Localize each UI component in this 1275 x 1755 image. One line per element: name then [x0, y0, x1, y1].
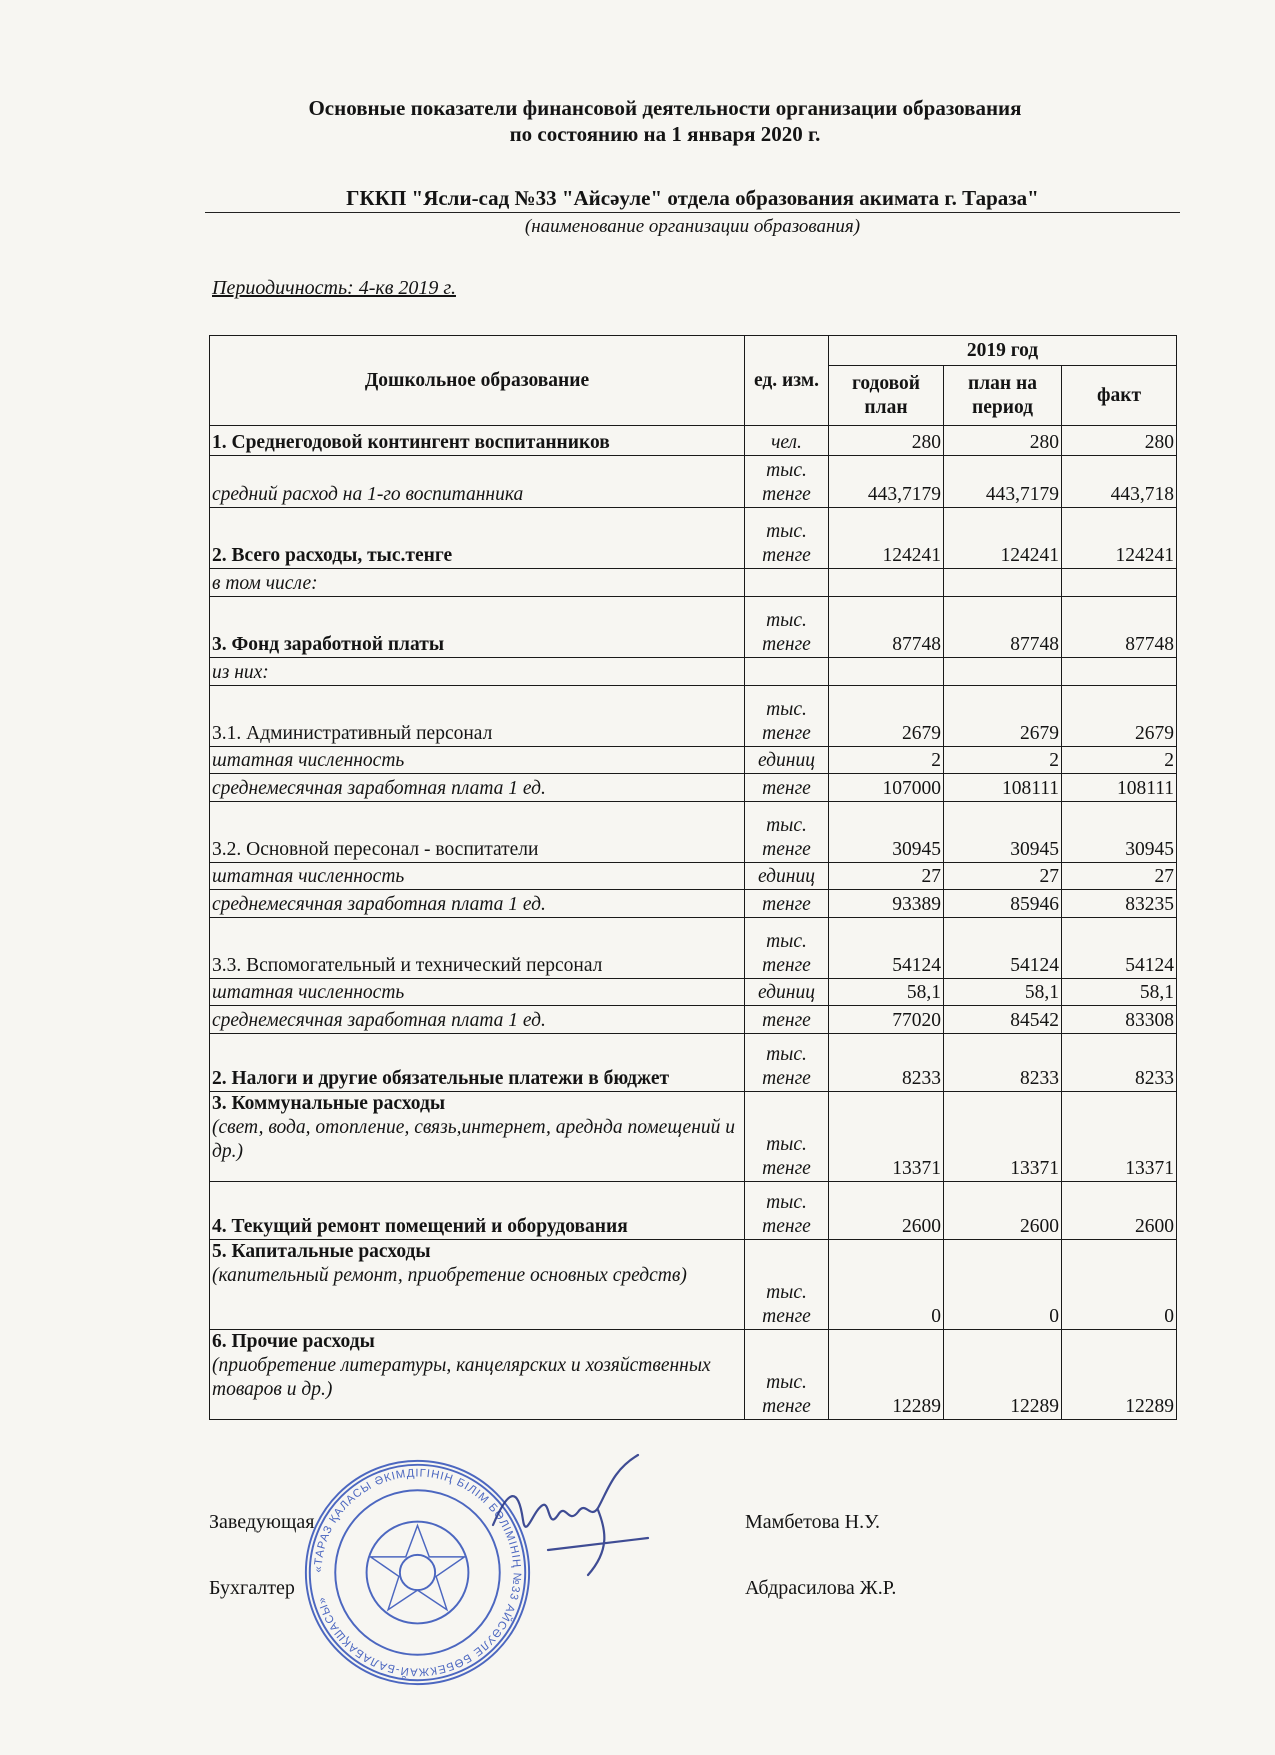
organization-note: (наименование организации образования) — [524, 216, 861, 237]
row-label-cell: средний расход на 1-го воспитанника — [210, 456, 745, 508]
table-row — [210, 508, 1177, 569]
row-value-period: 108111 — [944, 774, 1062, 802]
row-value-period: 2600 — [944, 1182, 1062, 1240]
table-row — [210, 686, 1177, 747]
row-label-cell: среднемесячная заработная плата 1 ед. — [210, 890, 745, 918]
row-sublabel: (свет, вода, отопление, связь,интернет, ареднда помещений и др.) — [212, 1117, 735, 1162]
table-row — [210, 1034, 1177, 1092]
table-row — [210, 1006, 1177, 1034]
row-value-annual: 0 — [829, 1240, 944, 1330]
table-row — [210, 747, 1177, 774]
row-label-cell: штатная численность — [210, 747, 745, 774]
row-value-annual: 107000 — [829, 774, 944, 802]
row-unit: тыс. тенге — [745, 1092, 829, 1182]
row-value-period: 0 — [944, 1240, 1062, 1330]
row-value-fact: 83235 — [1062, 890, 1177, 918]
row-unit: тыс. тенге — [745, 1240, 829, 1330]
row-value-fact: 2 — [1062, 747, 1177, 774]
row-label-cell: в том числе: — [210, 569, 745, 597]
row-unit: единиц — [745, 747, 829, 774]
row-unit: тыс. тенге — [745, 1182, 829, 1240]
row-sublabel: (приобретение литературы, канцелярских и хозяйственных товаров и др.) — [212, 1355, 711, 1400]
row-label: 5. Капитальные расходы — [212, 1241, 431, 1262]
organization-name: ГККП "Ясли-сад №33 "Айсәуле" отдела образования акимата г. Тараза" — [205, 185, 1180, 213]
row-value-fact — [1062, 569, 1177, 597]
stamp-outer-text: «ТАРАЗ ҚАЛАСЫ ӘКІМДІГІНІҢ БІЛІМ БӨЛІМІНІҢ №33 АЙСӘУЛЕ БӨБЕКЖАЙ-БАЛАБАҚШАСЫ» — [312, 1467, 523, 1678]
row-label-cell: 1. Среднегодовой контингент воспитанников — [210, 426, 745, 456]
row-value-fact: 27 — [1062, 863, 1177, 890]
row-unit: тыс. тенге — [745, 456, 829, 508]
row-value-period: 54124 — [944, 918, 1062, 979]
row-value-period — [944, 569, 1062, 597]
table-row — [210, 597, 1177, 658]
row-unit — [745, 569, 829, 597]
row-unit: тенге — [745, 890, 829, 918]
row-value-fact: 2679 — [1062, 686, 1177, 747]
row-unit: тыс. тенге — [745, 1034, 829, 1092]
column-header-annual-plan: годовой план — [829, 366, 944, 426]
row-value-fact — [1062, 658, 1177, 686]
column-header-name: Дошкольное образование — [210, 336, 745, 426]
table-row — [210, 774, 1177, 802]
row-label-cell: 2. Налоги и другие обязательные платежи в бюджет — [210, 1034, 745, 1092]
row-value-annual: 93389 — [829, 890, 944, 918]
row-value-fact: 8233 — [1062, 1034, 1177, 1092]
handwritten-signature-icon — [488, 1450, 658, 1580]
row-value-fact: 87748 — [1062, 597, 1177, 658]
row-value-fact: 54124 — [1062, 918, 1177, 979]
table-row — [210, 1092, 1177, 1182]
row-unit: тыс. тенге — [745, 686, 829, 747]
row-value-period: 12289 — [944, 1330, 1062, 1420]
table-row — [210, 456, 1177, 508]
row-value-annual: 443,7179 — [829, 456, 944, 508]
row-label: 3. Коммунальные расходы — [212, 1093, 446, 1114]
table-row — [210, 1182, 1177, 1240]
row-sublabel: (капительный ремонт, приобретение основных средств) — [212, 1265, 687, 1286]
row-value-annual: 12289 — [829, 1330, 944, 1420]
row-value-period: 280 — [944, 426, 1062, 456]
row-value-fact: 13371 — [1062, 1092, 1177, 1182]
row-unit: тыс. тенге — [745, 918, 829, 979]
row-value-annual: 54124 — [829, 918, 944, 979]
row-value-annual: 27 — [829, 863, 944, 890]
title-line-1: Основные показатели финансовой деятельности организации образования — [308, 96, 1022, 120]
row-value-fact: 83308 — [1062, 1006, 1177, 1034]
row-value-annual: 58,1 — [829, 979, 944, 1006]
row-value-annual: 13371 — [829, 1092, 944, 1182]
row-value-period: 30945 — [944, 802, 1062, 863]
column-header-year: 2019 год — [829, 336, 1177, 366]
row-label-cell: из них: — [210, 658, 745, 686]
row-label-cell: среднемесячная заработная плата 1 ед. — [210, 774, 745, 802]
row-value-period: 124241 — [944, 508, 1062, 569]
row-unit — [745, 658, 829, 686]
row-value-fact: 2600 — [1062, 1182, 1177, 1240]
table-row — [210, 1330, 1177, 1420]
row-unit: единиц — [745, 863, 829, 890]
table-row — [210, 569, 1177, 597]
row-label: 6. Прочие расходы — [212, 1331, 375, 1352]
row-label-cell — [210, 1240, 745, 1330]
row-value-period: 2 — [944, 747, 1062, 774]
row-value-period: 443,7179 — [944, 456, 1062, 508]
row-label-cell: среднемесячная заработная плата 1 ед. — [210, 1006, 745, 1034]
row-label-cell: 2. Всего расходы, тыс.тенге — [210, 508, 745, 569]
accountant-role: Бухгалтер — [209, 1577, 295, 1599]
row-unit: тыс. тенге — [745, 597, 829, 658]
head-name: Мамбетова Н.У. — [745, 1511, 880, 1533]
table-row — [210, 658, 1177, 686]
row-label-cell — [210, 1092, 745, 1182]
column-header-fact: факт — [1062, 366, 1177, 426]
row-value-annual: 2 — [829, 747, 944, 774]
row-value-fact: 0 — [1062, 1240, 1177, 1330]
table-row — [210, 1240, 1177, 1330]
row-value-fact: 108111 — [1062, 774, 1177, 802]
row-label-cell: 3.1. Административный персонал — [210, 686, 745, 747]
row-value-annual: 124241 — [829, 508, 944, 569]
row-value-fact: 30945 — [1062, 802, 1177, 863]
table-row — [210, 863, 1177, 890]
row-value-annual — [829, 658, 944, 686]
row-label-cell: 3. Фонд заработной платы — [210, 597, 745, 658]
row-label-cell: штатная численность — [210, 863, 745, 890]
row-value-annual: 2679 — [829, 686, 944, 747]
row-value-period: 58,1 — [944, 979, 1062, 1006]
row-label-cell: 4. Текущий ремонт помещений и оборудования — [210, 1182, 745, 1240]
row-value-period: 8233 — [944, 1034, 1062, 1092]
row-value-annual: 2600 — [829, 1182, 944, 1240]
row-value-annual: 280 — [829, 426, 944, 456]
row-unit: единиц — [745, 979, 829, 1006]
row-value-period: 84542 — [944, 1006, 1062, 1034]
table-row — [210, 890, 1177, 918]
row-value-annual — [829, 569, 944, 597]
column-header-unit: ед. изм. — [745, 336, 829, 426]
row-label-cell: 3.2. Основной пересонал - воспитатели — [210, 802, 745, 863]
title-line-2: по состоянию на 1 января 2020 г. — [509, 122, 821, 146]
row-value-annual: 77020 — [829, 1006, 944, 1034]
financial-indicators-table — [209, 335, 1177, 1420]
row-value-period: 2679 — [944, 686, 1062, 747]
row-value-fact: 124241 — [1062, 508, 1177, 569]
row-unit: тенге — [745, 774, 829, 802]
table-row — [210, 802, 1177, 863]
table-row — [210, 979, 1177, 1006]
row-unit: тыс. тенге — [745, 508, 829, 569]
row-value-period: 87748 — [944, 597, 1062, 658]
row-value-fact: 12289 — [1062, 1330, 1177, 1420]
row-value-annual: 8233 — [829, 1034, 944, 1092]
row-unit: тыс. тенге — [745, 1330, 829, 1420]
row-unit: чел. — [745, 426, 829, 456]
periodicity: Периодичность: 4-кв 2019 г. — [212, 277, 456, 299]
row-label-cell: штатная численность — [210, 979, 745, 1006]
row-label-cell — [210, 1330, 745, 1420]
row-unit: тыс. тенге — [745, 802, 829, 863]
row-value-annual: 30945 — [829, 802, 944, 863]
row-label-cell: 3.3. Вспомогательный и технический персонал — [210, 918, 745, 979]
row-unit: тенге — [745, 1006, 829, 1034]
row-value-fact: 280 — [1062, 426, 1177, 456]
document-title — [205, 95, 1125, 147]
accountant-name: Абдрасилова Ж.Р. — [745, 1577, 897, 1599]
row-value-period: 85946 — [944, 890, 1062, 918]
head-role: Заведующая — [209, 1511, 315, 1533]
row-value-period: 13371 — [944, 1092, 1062, 1182]
row-value-fact: 58,1 — [1062, 979, 1177, 1006]
row-value-period: 27 — [944, 863, 1062, 890]
table-row — [210, 426, 1177, 456]
table-row — [210, 918, 1177, 979]
row-value-fact: 443,718 — [1062, 456, 1177, 508]
column-header-period-plan: план на период — [944, 366, 1062, 426]
table-body — [210, 426, 1177, 1420]
row-value-annual: 87748 — [829, 597, 944, 658]
row-value-period — [944, 658, 1062, 686]
